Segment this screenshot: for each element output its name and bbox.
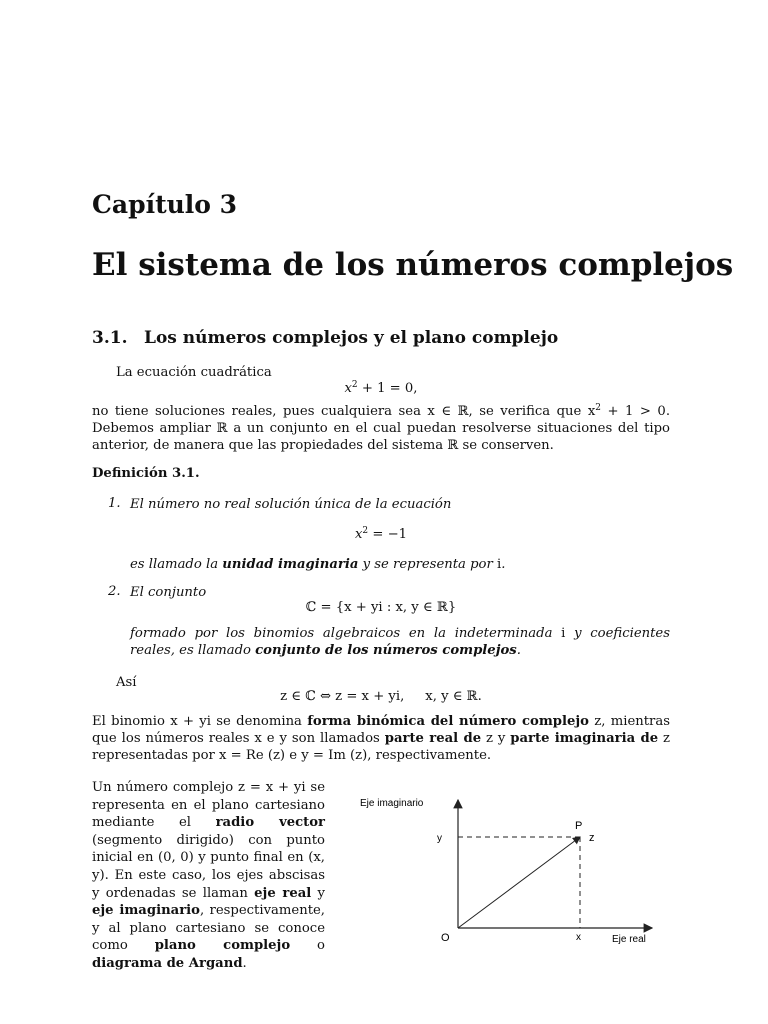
imag-axis-label: Eje imaginario [360, 798, 424, 809]
x-label: x [576, 932, 581, 943]
definition-label: Definición 3.1. [92, 466, 200, 481]
asi-equation: z ∈ ℂ ⇔ z = x + yi, x, y ∈ ℝ. [280, 689, 482, 704]
argand-diagram [340, 780, 670, 955]
chapter-label: Capítulo 3 [92, 190, 238, 219]
radius-vector [458, 837, 580, 928]
item2-description: formado por los binomios algebraicos en la indeterminada i y coeficientes reales, es llamado conjunto de los números complejos. [130, 626, 670, 658]
item1-equation: $x^2 = -1$ [354, 526, 408, 542]
real-axis-label: Eje real [612, 934, 646, 945]
y-label: y [437, 833, 442, 844]
section-title: Los números complejos y el plano complejo [144, 328, 559, 348]
point-label: P [575, 820, 583, 832]
section-heading [92, 328, 558, 348]
z-label: z [589, 832, 595, 844]
item1-description: es llamado la unidad imaginaria y se representa por i. [130, 557, 506, 572]
item2-text: El conjunto [130, 585, 207, 600]
origin-label: O [441, 932, 450, 944]
item1-text: El número no real solución única de la ecuación [130, 497, 452, 512]
intro-paragraph: no tiene soluciones reales, pues cualquiera sea x ∈ ℝ, se verifica que $x^2 + 1 > 0$. Debemos ampliar ℝ a un conjunto en el cual puedan resolverse situaciones del tipo anterior, de manera que las propiedades del sistema ℝ se conserven. [92, 403, 671, 453]
item1-number: 1. [108, 496, 121, 511]
asi-word: Así [116, 675, 137, 690]
section-number: 3.1. [92, 328, 128, 348]
chapter-title: El sistema de los números complejos [92, 247, 734, 283]
item2-equation: ℂ = {x + yi : x, y ∈ ℝ} [305, 600, 457, 615]
binomial-paragraph: El binomio x + yi se denomina forma binómica del número complejo z, mientras que los números reales x e y son llamados parte real de z y parte imaginaria de z representadas por x = Re (z) e y = Im (z), respectivamente. [92, 714, 670, 763]
argand-paragraph: Un número complejo z = x + yi se representa en el plano cartesiano mediante el radio vector (segmento dirigido) con punto inicial en (0, 0) y punto final en (x, y). En este caso, los ejes abscisas y ordenadas se llaman eje real y eje imaginario, respectivamente, y al plano cartesiano se conoce como plano complejo o diagrama de Argand. [92, 780, 325, 971]
intro-line: La ecuación cuadrática [116, 365, 272, 380]
intro-equation: $x^2 + 1 = 0$, [344, 380, 418, 396]
item2-number: 2. [108, 584, 121, 599]
